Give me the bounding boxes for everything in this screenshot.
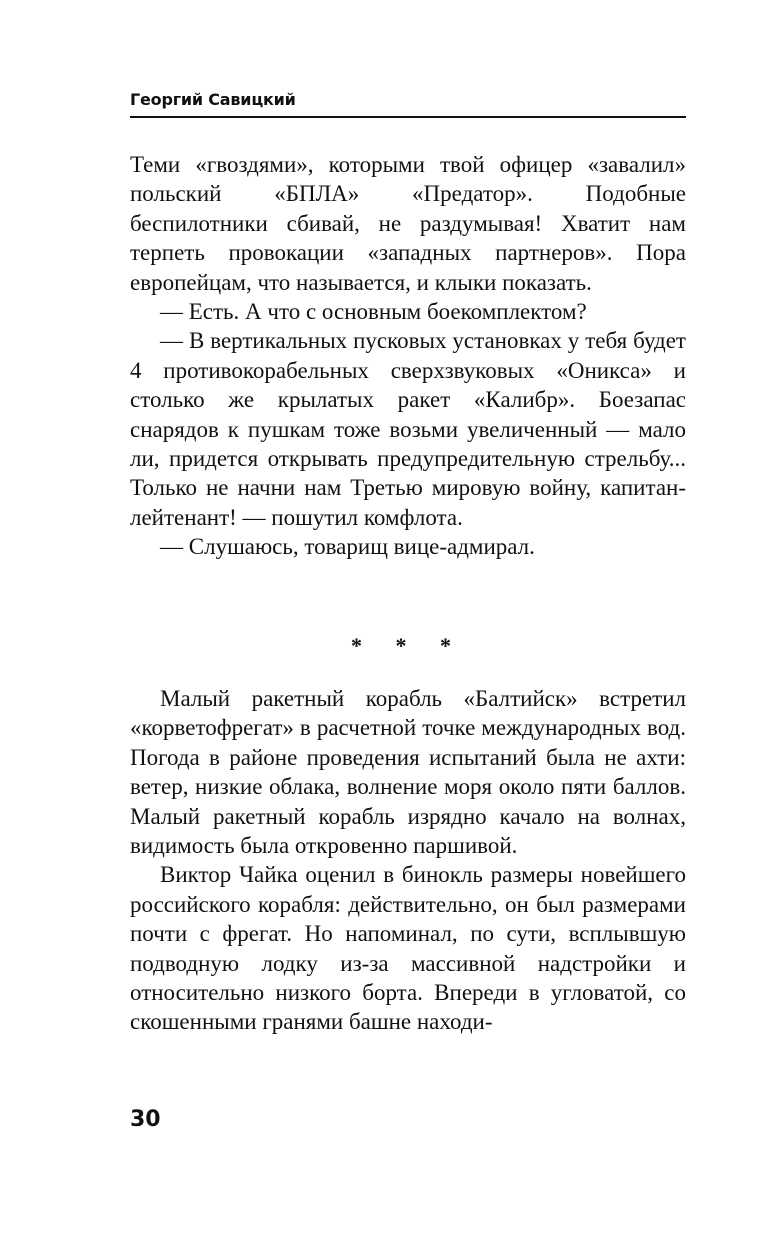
page-number: 30 [130, 1107, 161, 1132]
paragraph: — Есть. А что с основным боекомплектом? [160, 299, 587, 325]
paragraph: Теми «гвоздями», которыми твой офицер «завалил» польский «БПЛА» «Предатор». Подобные беспилотники сбивай, не раздумывая! Хватит нам терпеть провокации «западных партнеров». Пора европейцам, что называется, и клыки показать. [130, 152, 686, 295]
header-rule [130, 116, 686, 118]
paragraph: Малый ракетный корабль «Балтийск» встретил «корветофрегат» в расчетной точке международных вод. Погода в районе проведения испытаний была не ахти: ветер, низкие облака, волнение моря около пяти баллов. Малый ракетный корабль изрядно качало на волнах, видимость была откровенно паршивой. [130, 686, 686, 859]
paragraph: — Слушаюсь, товарищ вице-адмирал. [160, 534, 535, 560]
running-head: Георгий Савицкий [130, 90, 296, 109]
paragraph: — В вертикальных пусковых установках у тебя будет 4 противокорабельных сверхзвуковых «Оникса» и столько же крылатых ракет «Калибр». Боезапас снарядов к пушкам тоже возьми увеличенный — мало ли, придется открывать предупредительную стрельбу... Только не начни нам Третью мировую войну, капитан-лейтенант! — пошутил комфлота. [130, 328, 686, 530]
text-block-1 [130, 150, 686, 562]
section-separator: * * * [351, 633, 465, 658]
paragraph: Виктор Чайка оценил в бинокль размеры новейшего российского корабля: действительно, он был размерами почти с фрегат. Но напоминал, по сути, всплывшую подводную лодку из-за массивной надстройки и относительно низкого борта. Впереди в угловатой, со скошенными гранями башне находи- [130, 862, 686, 1035]
text-block-2 [130, 684, 686, 1037]
